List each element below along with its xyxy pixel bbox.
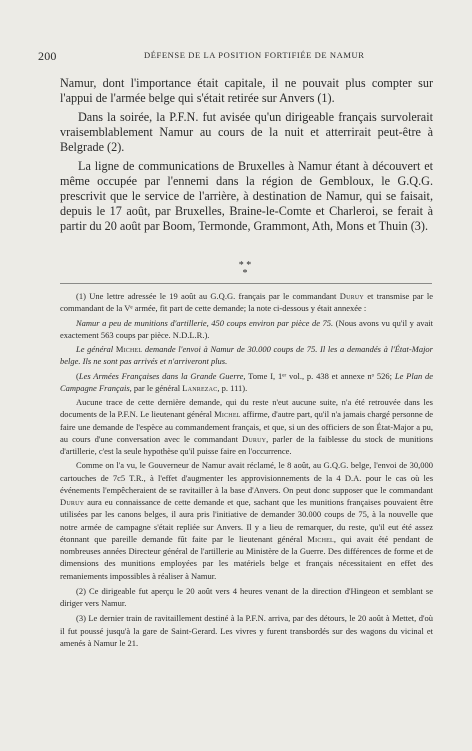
footnote-1: (1) Une lettre adressée le 19 août au G.Q.G. français par le commandant Duruy et transmise par le commandant de la Vᵉ armée, fit part de cette demande; la note ci-dessous y était annexée : bbox=[60, 291, 433, 314]
footnote-1-quote-a: Namur a peu de munitions d'artillerie, 450 coups environ par pièce de 75. (Nous avons vu qu'il y avait exactement 563 coups par pièce. N.D.L.R.). bbox=[60, 317, 433, 340]
footnote-3: (3) Le dernier train de ravitaillement destiné à la P.F.N. arriva, par des détours, le 20 août à Mettet, d'où il fut poussé jusqu'à la gare de Saint-Gerard. Les vivres y furent transbordés sur des wagons du vicinal et amenés à Namur le 21. bbox=[60, 613, 433, 648]
asterism: * * * bbox=[238, 260, 252, 279]
footnote-2: (2) Ce dirigeable fut aperçu le 20 août vers 4 heures venant de la direction d'Hingeon et semblant se diriger vers Namur. bbox=[60, 585, 433, 608]
footnote-separator bbox=[60, 283, 432, 284]
footnote-1-source: (Les Armées Françaises dans la Grande Guerre, Tome I, 1ᵉʳ vol., p. 438 et annexe nᵒ 526; Le Plan de Campagne Français, par le général Lanrezac, p. 111). bbox=[60, 370, 434, 393]
running-header bbox=[38, 49, 434, 63]
running-title: DÉFENSE DE LA POSITION FORTIFIÉE DE NAMUR bbox=[144, 50, 365, 60]
paragraph-namur: Namur, dont l'importance était capitale, il ne pouvait plus compter sur l'appui de l'armée belge qui s'était retirée sur Anvers (1). bbox=[60, 76, 433, 105]
paragraph-dirigeable: Dans la soirée, la P.F.N. fut avisée qu'un dirigeable français survolerait vraisemblablement Namur au cours de la nuit et atterrirait peut-être à Belgrade (2). bbox=[60, 110, 433, 154]
footnote-1-comme: Comme on l'a vu, le Gouverneur de Namur avait réclamé, le 8 août, au G.Q.G. belge, l'envoi de 30,000 cartouches de 7c5 T.R., à l'effet d'augmenter les approvisionnements de la 4 D.A. pour le cas où les événements l'empêcheraient de se ravitailler à la base d'Anvers. On peut donc supposer que le commandant Duruy aura eu connaissance de cette demande et que, sachant que les munitions françaises pouvaient être utilisées par les canons belges, il aura pris l'initiative de demander 30.000 coups de 75, à la nouvelle que notre armée de campagne s'était repliée sur Anvers. Il y a lieu de remarquer, du reste, qu'il eut été assez étonnant que pareille demande fût faite par le lieutenant général Michel, qui avait été pendant de nombreuses années Directeur général de l'artillerie au Ministère de la Guerre. Des différences de forme et de dimensions des munitions employées par les matériels belge et français nécessitaient en effet des remaniements impossibles à réaliser à Namur. bbox=[60, 460, 433, 581]
page-number: 200 bbox=[38, 49, 57, 63]
footnote-1-aucune: Aucune trace de cette dernière demande, qui du reste n'eut aucune suite, n'a été retrouvée dans les documents de la P.F.N. Le lieutenant général Michel affirme, d'autre part, qu'il n'a jamais chargé personne de faire une demande de l'espèce au commandement français, et que, si un des officiers de son État-Major a pu, au cours d'une conversation avec le commandant Duruy, parler de la faiblesse du stock de munitions d'artillerie, c'est la seule hypothèse qu'il puisse faire en l'occurrence. bbox=[60, 397, 433, 456]
paragraph-communications: La ligne de communications de Bruxelles à Namur étant à découvert et même occupée par l'ennemi dans la région de Gembloux, le G.Q.G. prescrivit que le service de l'arrière, à destination de Namur, qui se faisait, depuis le 17 août, par Bruxelles, Braine-le-Comte et Charleroi, se ferait à partir du 20 août par Boom, Termonde, Grammont, Ath, Mons et Thuin (3). bbox=[60, 159, 433, 233]
footnotes bbox=[60, 290, 433, 651]
main-text bbox=[60, 76, 433, 238]
footnote-1-quote-b: Le général Michel demande l'envoi à Namur de 30.000 coups de 75. Il les a demandés à l'État-Major belge. Ils ne sont pas arrivés et n'arriveront plus. bbox=[60, 344, 433, 367]
